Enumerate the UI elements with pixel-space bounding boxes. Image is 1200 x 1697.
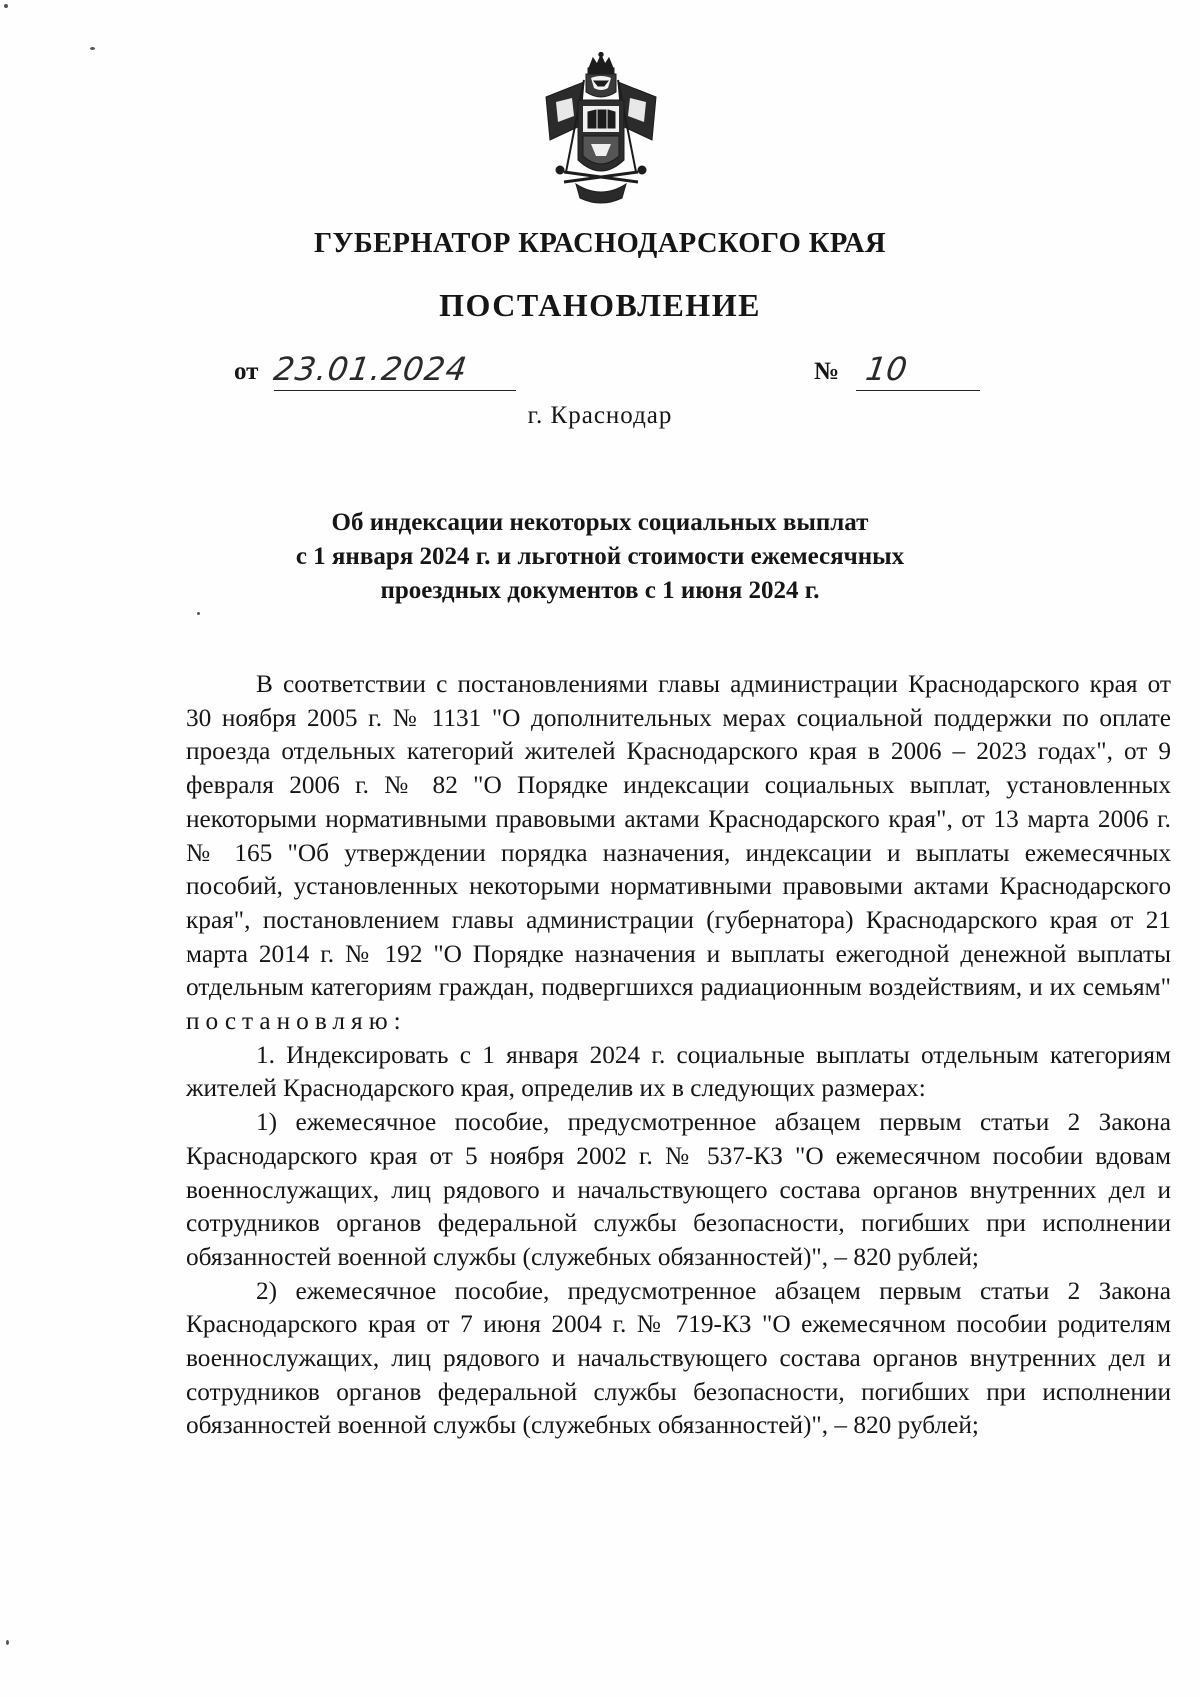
- scan-speck: [90, 47, 95, 50]
- item-1-paragraph: 1. Индексировать с 1 января 2024 г. социальные выплаты отдельным категориям жителей Краснодарского края, определив их в следующих размерах:: [186, 1040, 1171, 1103]
- subject-line: проездных документов с 1 июня 2024 г.: [380, 577, 820, 604]
- date-prefix: от: [234, 358, 259, 385]
- document-body: [186, 668, 1171, 1443]
- document-number: 10: [863, 350, 910, 388]
- scan-speck: [4, 4, 8, 8]
- subject-line: Об индексации некоторых социальных выплат: [331, 509, 869, 536]
- decree-word: постановляю:: [186, 1007, 407, 1036]
- coat-of-arms-icon: [536, 52, 666, 210]
- document-subject: [150, 506, 1050, 608]
- issuing-authority: ГУБЕРНАТОР КРАСНОДАРСКОГО КРАЯ: [314, 228, 886, 259]
- document-type: ПОСТАНОВЛЕНИЕ: [439, 287, 761, 323]
- document-date: 23.01.2024: [271, 350, 470, 388]
- scan-speck: [6, 1640, 9, 1645]
- item-1-2-paragraph: 2) ежемесячное пособие, предусмотренное абзацем первым статьи 2 Закона Краснодарского края от 7 июня 2004 г. № 719-КЗ "О ежемесячном пособии родителям военнослужащих, лиц рядового и начальствующего состава органов внутренних дел и сотрудников органов федеральной службы безопасности, погибших при исполнении обязанностей военной службы (служебных обязанностей)", – 820 рублей;: [186, 1276, 1171, 1440]
- date-number-row: [234, 352, 984, 400]
- date-underline: [274, 390, 516, 391]
- number-prefix: №: [814, 358, 840, 385]
- preamble-text: В соответствии с постановлениями главы администрации Краснодарского края от 30 ноября 2005 г. № 1131 "О дополнительных мерах социальной поддержки по оплате проезда отдельных категорий жителей Краснодарского края в 2006 – 2023 годах", от 9 февраля 2006 г. № 82 "О Порядке индексации социальных выплат, установленных некоторыми нормативными правовыми актами Краснодарского края", от 13 марта 2006 г. № 165 "Об утверждении порядка назначения, индексации и выплаты ежемесячных пособий, установленных некоторыми нормативными правовыми актами Краснодарского края", постановлением главы администрации (губернатора) Краснодарского края от 21 марта 2014 г. № 192 "О Порядке назначения и выплаты ежегодной денежной выплаты отдельным категориям граждан, подвергшихся радиационным воздействиям, и их семьям": [186, 670, 1171, 1002]
- preamble-paragraph: [186, 668, 1171, 1039]
- number-underline: [856, 390, 980, 391]
- scan-speck: [197, 612, 200, 615]
- city: г. Краснодар: [527, 402, 673, 429]
- subject-line: с 1 января 2024 г. и льготной стоимости ежемесячных: [295, 543, 905, 570]
- item-1-1-paragraph: 1) ежемесячное пособие, предусмотренное абзацем первым статьи 2 Закона Краснодарского края от 5 ноября 2002 г. № 537-КЗ "О ежемесячном пособии вдовам военнослужащих, лиц рядового и начальствующего состава органов внутренних дел и сотрудников органов федеральной службы безопасности, погибших при исполнении обязанностей военной службы (служебных обязанностей)", – 820 рублей;: [186, 1108, 1171, 1271]
